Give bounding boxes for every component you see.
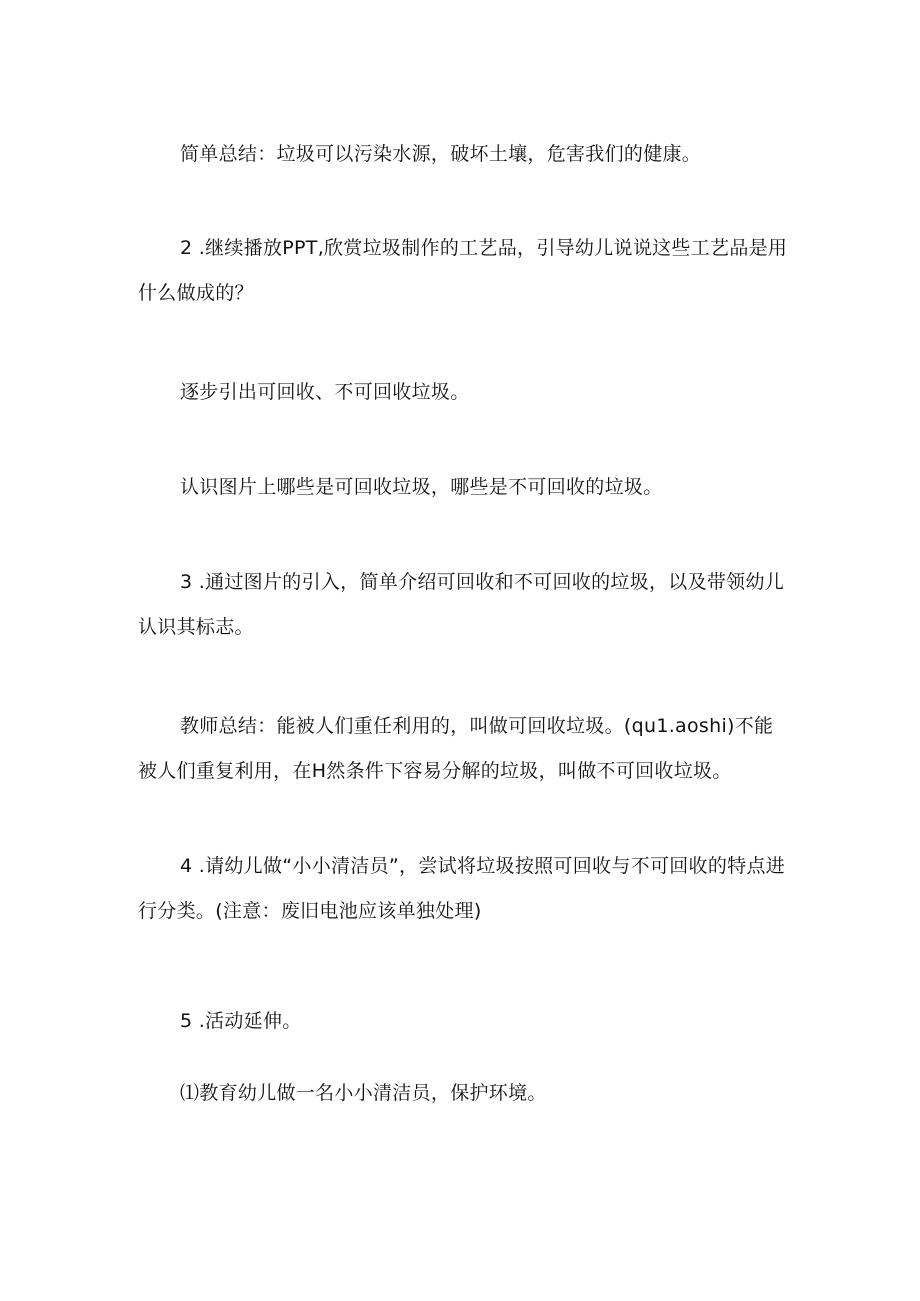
extension-item-1-paragraph: ⑴教育幼儿做一名小小清洁员，保护环境。 (180, 1082, 547, 1104)
step-2-paragraph: 2 .继续播放PPT,欣赏垃圾制作的工艺品，引导幼儿说说这些工艺品是用什么做成的？ (138, 237, 788, 304)
step-4-paragraph: 4 .请幼儿做“小小清洁员”，尝试将垃圾按照可回收与不可回收的特点进行分类。(注意：废旧电池应该单独处理) (138, 855, 786, 922)
recyclable-intro-paragraph: 逐步引出可回收、不可回收垃圾。 (180, 381, 470, 403)
teacher-summary-paragraph: 教师总结：能被人们重任利用的，叫做可回收垃圾。(qu1.aoshi)不能被人们重复利用，在H然条件下容易分解的垃圾，叫做不可回收垃圾。 (138, 715, 774, 782)
summary-paragraph: 简单总结：垃圾可以污染水源，破坏土壤，危害我们的健康。 (180, 143, 702, 165)
picture-recognition-paragraph: 认识图片上哪些是可回收垃圾，哪些是不可回收的垃圾。 (180, 476, 663, 498)
step-3-paragraph: 3 .通过图片的引入，简单介绍可回收和不可回收的垃圾，以及带领幼儿认识其标志。 (138, 571, 785, 638)
step-5-paragraph: 5 .活动延伸。 (180, 1010, 302, 1032)
